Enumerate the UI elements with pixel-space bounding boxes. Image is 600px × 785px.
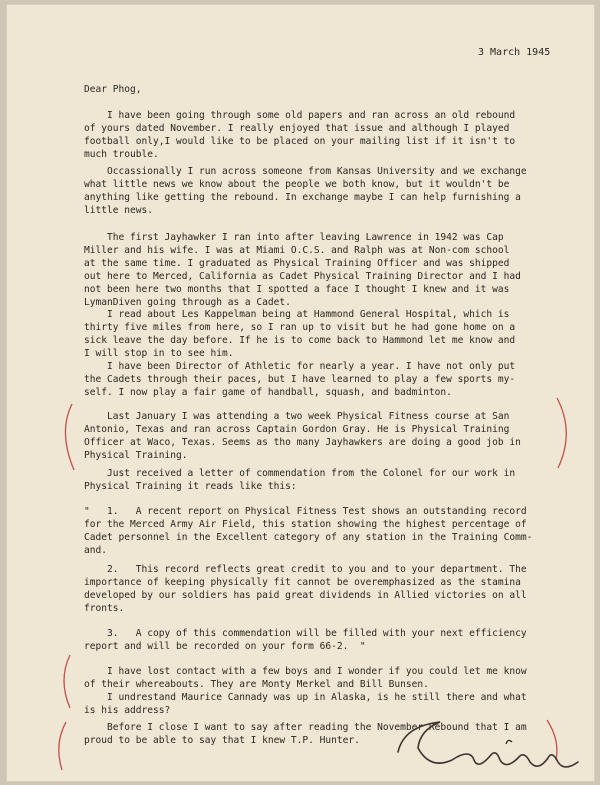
paragraph-3-line: Miller and his wife. I was at Miami O.C.S. and Ralph was at Non-com school <box>84 244 510 256</box>
paragraph-1-line: of yours dated November. I really enjoyed that issue and although I played <box>84 122 510 134</box>
paragraph-6-line: Physical Training it reads like this: <box>84 480 297 492</box>
paragraph-3-line: at the same time. I graduated as Physical Training Officer and was shipped <box>84 257 510 269</box>
paragraph-6-line: Just received a letter of commendation from the Colonel for our work in <box>84 468 516 479</box>
paragraph-5-line: Last January I was attending a two week Physical Fitness course at San <box>84 411 510 422</box>
paragraph-2-line: what little news we know about the people we both know, but it wouldn't be <box>84 178 510 190</box>
paragraph-10-line: I undrestand Maurice Cannady was up in Alaska, is he still there and what <box>84 691 527 703</box>
paragraph-5-line: Physical Training. <box>84 449 188 461</box>
paragraph-2-line: anything like getting the rebound. In exchange maybe I can help furnishing a <box>84 191 521 203</box>
paragraph-7-line: " 1. A recent report on Physical Fitness Test shows an outstanding record <box>84 506 527 517</box>
paragraph-10-line: of their whereabouts. They are Monty Merkel and Bill Bunsen. <box>84 678 429 690</box>
paragraph-8-line: fronts. <box>84 602 125 614</box>
paragraph-8-line: importance of keeping physically fit cannot be overemphasized as the stamina <box>84 576 521 588</box>
paragraph-9-line: 3. A copy of this commendation will be filled with your next efficiency <box>84 628 527 639</box>
paragraph-2-line: Occassionally I run across someone from Kansas University and we exchange <box>84 166 527 177</box>
paragraph-11-line: Before I close I want to say after reading the November Rebound that I am <box>84 722 527 733</box>
paragraph-2-line: little news. <box>84 204 153 216</box>
paragraph-10-line: I have lost contact with a few boys and I wonder if you could let me know <box>84 666 527 677</box>
paragraph-3-line: I will stop in to see him. <box>84 348 234 360</box>
paragraph-1-line: football only,I would like to be placed on your mailing list if it isn't to <box>84 135 516 147</box>
paragraph-11-line: proud to be able to say that I knew T.P. Hunter. <box>84 734 360 746</box>
paragraph-1-line: much trouble. <box>84 148 159 160</box>
paragraph-3-line: The first Jayhawker I ran into after leaving Lawrence in 1942 was Cap <box>84 232 504 243</box>
paragraph-4-line: the Cadets through their paces, but I have learned to play a few sports my- <box>84 373 516 385</box>
letter-date: 3 March 1945 <box>478 47 551 58</box>
paragraph-7-line: Cadet personnel in the Excellent category of any station in the Training Comm- <box>84 531 533 543</box>
paragraph-3-line: not been here two months that I spotted a face I thought I knew and it was <box>84 283 510 295</box>
paragraph-3-line: out here to Merced, California as Cadet Physical Training Director and I had <box>84 270 521 282</box>
paragraph-10-line: is his address? <box>84 704 171 716</box>
paragraph-3-line: LymanDiven going through as a Cadet. <box>84 296 291 308</box>
paragraph-3-line: sick leave the day before. If he is to come back to Hammond let me know and <box>84 335 516 347</box>
paragraph-4-line: I have been Director of Athletic for nearly a year. I have not only put <box>84 361 516 372</box>
salutation: Dear Phog, <box>84 84 142 95</box>
paragraph-8-line: developed by our soldiers has paid great dividends in Allied victories on all <box>84 589 527 601</box>
paragraph-5-line: Antonio, Texas and ran across Captain Gordon Gray. He is Physical Training <box>84 423 510 435</box>
paragraph-7-line: and. <box>84 544 107 556</box>
paragraph-3-line: I read about Les Kappelman being at Hammond General Hospital, which is <box>84 309 510 321</box>
paragraph-5-line: Officer at Waco, Texas. Seems as tho many Jayhawkers are doing a good job in <box>84 436 521 448</box>
paragraph-9-line: report and will be recorded on your form 66-2. " <box>84 640 366 652</box>
paragraph-8-line: 2. This record reflects great credit to you and to your department. The <box>84 564 527 575</box>
paragraph-3-line: thirty five miles from here, so I ran up to visit but he had gone home on a <box>84 322 516 334</box>
paragraph-1-line: I have been going through some old papers and ran across an old rebound <box>84 110 516 121</box>
paragraph-4-line: self. I now play a fair game of handball, squash, and badminton. <box>84 386 452 398</box>
paragraph-7-line: for the Merced Army Air Field, this station showing the highest percentage of <box>84 518 527 530</box>
